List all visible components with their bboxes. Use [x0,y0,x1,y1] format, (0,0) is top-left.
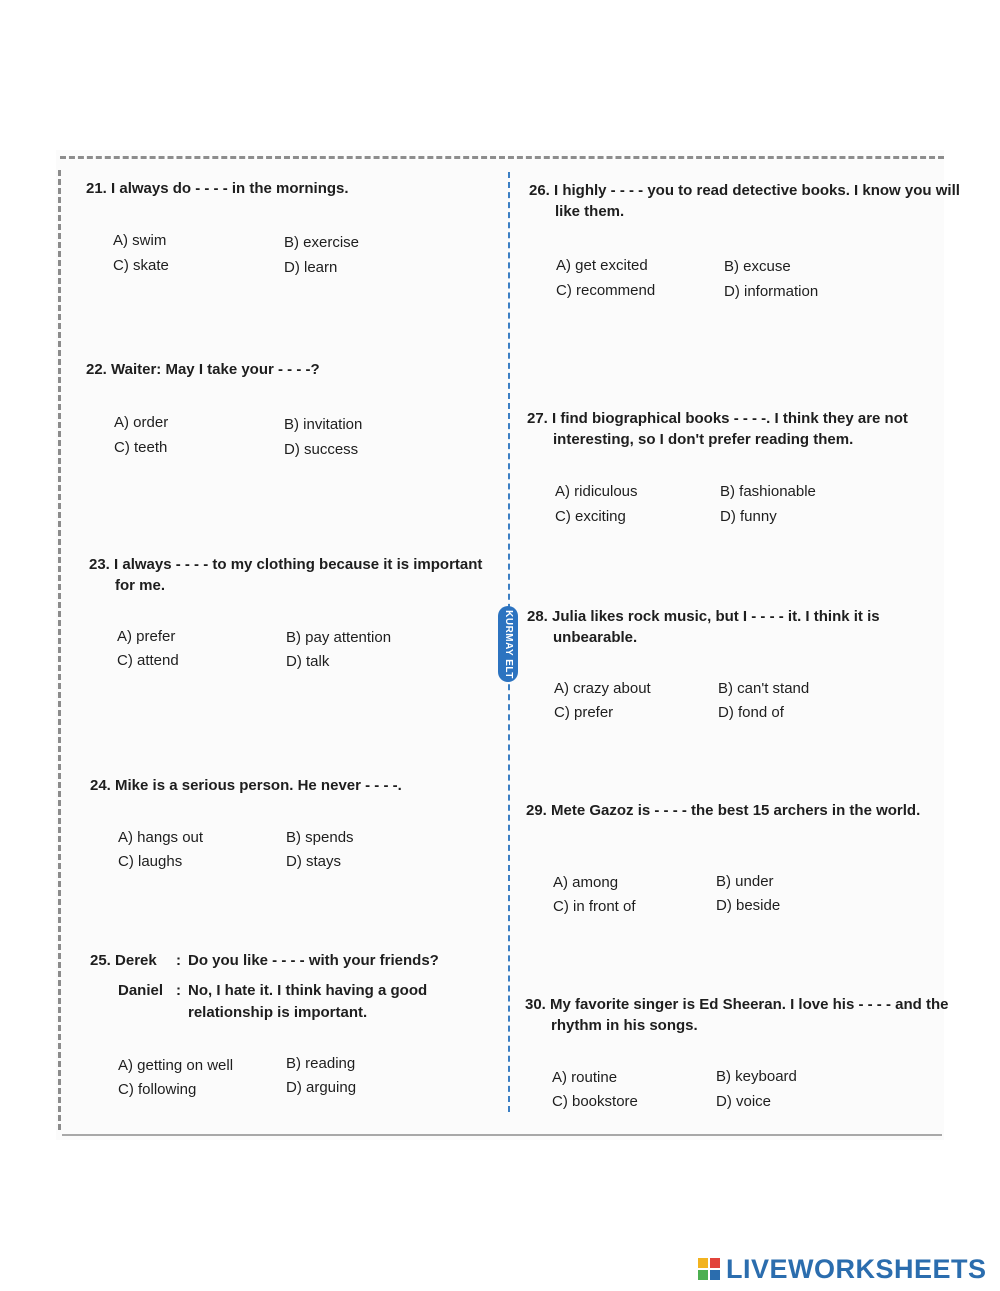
top-border [60,156,944,159]
question-25-option-c[interactable]: C) following [118,1081,197,1098]
question-25-option-a[interactable]: A) getting on well [118,1057,234,1074]
question-22-option-b[interactable]: B) invitation [284,416,363,433]
question-27-option-b[interactable]: B) fashionable [720,483,816,500]
question-21-option-c[interactable]: C) skate [113,257,169,274]
question-26-option-a[interactable]: A) get excited [556,257,648,274]
question-27-option-d[interactable]: D) funny [720,508,777,525]
question-23-option-a[interactable]: A) prefer [117,628,176,645]
question-21-option-b[interactable]: B) exercise [284,234,360,251]
question-28-option-c[interactable]: C) prefer [554,704,614,721]
question-28-stem: 28. Julia likes rock music, but I - - - - it. I think it is unbearable. [527,608,880,646]
question-21-option-a[interactable]: A) swim [113,232,167,249]
question-29-option-d[interactable]: D) beside [716,897,781,914]
question-29-option-a[interactable]: A) among [553,874,619,891]
footer-brand-text: LIVEWORKSHEETS [726,1253,987,1284]
question-23-option-b[interactable]: B) pay attention [286,629,392,646]
question-24-stem: 24. Mike is a serious person. He never - - - -. [90,777,402,794]
bottom-border [62,1134,942,1136]
left-border [58,170,61,1130]
logo-squares-icon [698,1258,720,1280]
question-23-stem: 23. I always - - - - to my clothing because it is important for me. [89,556,483,594]
question-22-option-c[interactable]: C) teeth [114,439,168,456]
question-24-option-a[interactable]: A) hangs out [118,829,204,846]
question-30-stem: 30. My favorite singer is Ed Sheeran. I love his - - - - and the rhythm in his songs. [525,996,949,1034]
question-29-option-c[interactable]: C) in front of [553,898,636,915]
question-30-option-a[interactable]: A) routine [552,1069,618,1086]
question-26-option-b[interactable]: B) excuse [724,258,791,275]
question-24-option-c[interactable]: C) laughs [118,853,183,870]
question-26-stem: 26. I highly - - - - you to read detective books. I know you will like them. [529,182,960,220]
question-23-option-d[interactable]: D) talk [286,653,330,670]
question-21-option-d[interactable]: D) learn [284,259,338,276]
question-24-option-b[interactable]: B) spends [286,829,354,846]
speaker-daniel: Daniel [118,982,164,999]
liveworksheets-logo [698,1252,987,1286]
question-23-option-c[interactable]: C) attend [117,652,179,669]
derek-line: Do you like - - - - with your friends? [188,952,439,969]
question-25-option-d[interactable]: D) arguing [286,1079,357,1096]
publisher-tab: KURMAY ELT [498,606,518,682]
question-26-option-c[interactable]: C) recommend [556,282,656,299]
question-28-option-a[interactable]: A) crazy about [554,680,651,697]
question-30-option-c[interactable]: C) bookstore [552,1093,638,1110]
question-28-option-d[interactable]: D) fond of [718,704,784,721]
question-29-option-b[interactable]: B) under [716,873,774,890]
question-25-option-b[interactable]: B) reading [286,1055,356,1072]
daniel-line: No, I hate it. I think having a good relationship is important. [188,982,428,1021]
question-27-option-a[interactable]: A) ridiculous [555,483,638,500]
question-28-option-b[interactable]: B) can't stand [718,680,810,697]
question-22-option-a[interactable]: A) order [114,414,169,431]
speaker-derek: 25. Derek [90,952,157,969]
question-30-option-b[interactable]: B) keyboard [716,1068,797,1085]
question-26-option-d[interactable]: D) information [724,283,819,300]
question-21-stem: 21. I always do - - - - in the mornings. [86,180,349,197]
question-22-option-d[interactable]: D) success [284,441,359,458]
question-30-option-d[interactable]: D) voice [716,1093,772,1110]
question-27-stem: 27. I find biographical books - - - -. I think they are not interesting, so I don't prefer reading them. [527,410,908,448]
question-22-stem: 22. Waiter: May I take your - - - -? [86,361,320,378]
question-29-stem: 29. Mete Gazoz is - - - - the best 15 archers in the world. [526,802,921,819]
question-24-option-d[interactable]: D) stays [286,853,342,870]
question-27-option-c[interactable]: C) exciting [555,508,626,525]
question-25-dialog: 25. Derek : Do you like - - - - with your friends? Daniel : No, I hate it. I think having a good relationship is important. [90,950,490,1024]
